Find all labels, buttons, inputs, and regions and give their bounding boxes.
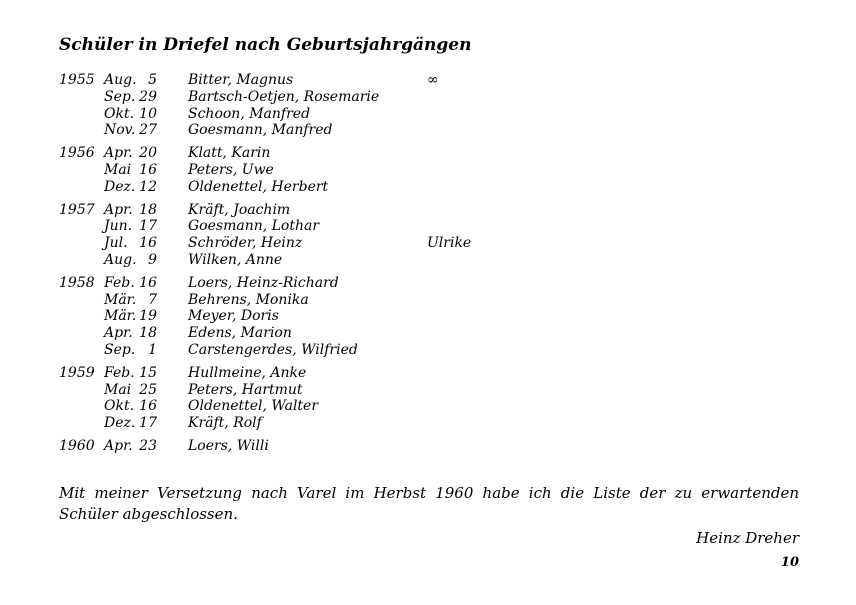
year-cell: 1956 [59, 145, 95, 162]
month-cell: Feb. [104, 274, 135, 291]
name-cell: Oldenettel, Herbert [188, 178, 329, 195]
student-row [59, 179, 799, 196]
year-group [59, 72, 799, 139]
name-cell: Schröder, Heinz [188, 235, 303, 252]
month-cell: Jul. [104, 235, 128, 252]
signature: Heinz Dreher [696, 529, 799, 547]
day-cell: 16 [139, 161, 157, 178]
day-cell: 10 [139, 105, 157, 122]
month-cell: Mär. [104, 308, 137, 325]
year-group [59, 145, 799, 195]
student-row [59, 122, 799, 139]
month-cell: Aug. [104, 251, 137, 268]
name-cell: Klatt, Karin [188, 145, 271, 162]
day-cell: 9 [148, 251, 157, 268]
year-cell: 1958 [59, 274, 95, 291]
month-cell: Apr. [104, 437, 133, 454]
year-group [59, 202, 799, 269]
student-row [59, 398, 799, 415]
student-row [59, 145, 799, 162]
student-row [59, 308, 799, 325]
name-cell: Behrens, Monika [188, 291, 309, 308]
day-cell: 5 [148, 72, 157, 88]
student-row [59, 235, 799, 252]
closing-paragraph: Mit meiner Versetzung nach Varel im Herbst 1960 habe ich die Liste der zu erwartenden Schüler abgeschlossen. [59, 484, 799, 523]
day-cell: 17 [139, 218, 157, 235]
month-cell: Sep. [104, 341, 136, 358]
year-group [59, 275, 799, 359]
name-cell: Bartsch-Oetjen, Rosemarie [188, 88, 380, 105]
month-cell: Dez. [104, 178, 136, 195]
day-cell: 25 [139, 381, 157, 398]
name-cell: Peters, Uwe [188, 161, 274, 178]
year-cell: 1960 [59, 437, 95, 454]
month-cell: Okt. [104, 105, 135, 122]
name-cell: Peters, Hartmut [188, 381, 303, 398]
day-cell: 18 [139, 201, 157, 218]
day-cell: 16 [139, 274, 157, 291]
page-title: Schüler in Driefel nach Geburtsjahrgängen [59, 35, 472, 55]
name-cell: Kräft, Joachim [188, 201, 291, 218]
name-cell: Carstengerdes, Wilfried [188, 341, 358, 358]
student-row [59, 365, 799, 382]
year-group [59, 438, 799, 455]
student-row [59, 202, 799, 219]
month-cell: Mär. [104, 291, 137, 308]
student-row [59, 218, 799, 235]
student-row [59, 325, 799, 342]
name-cell: Loers, Heinz-Richard [188, 274, 339, 291]
day-cell: 7 [148, 291, 157, 308]
month-cell: Mai [104, 161, 132, 178]
day-cell: 20 [139, 145, 157, 162]
month-cell: Feb. [104, 364, 135, 381]
name-cell: Hullmeine, Anke [188, 364, 307, 381]
student-row [59, 275, 799, 292]
month-cell: Okt. [104, 398, 135, 415]
day-cell: 23 [139, 437, 157, 454]
student-row [59, 382, 799, 399]
name-cell: Oldenettel, Walter [188, 398, 319, 415]
name-cell: Schoon, Manfred [188, 105, 311, 122]
day-cell: 17 [139, 415, 157, 432]
month-cell: Aug. [104, 72, 137, 88]
student-row [59, 342, 799, 359]
day-cell: 16 [139, 398, 157, 415]
student-row [59, 106, 799, 123]
day-cell: 16 [139, 235, 157, 252]
day-cell: 29 [139, 88, 157, 105]
student-row [59, 292, 799, 309]
year-cell: 1959 [59, 364, 95, 381]
year-group [59, 365, 799, 432]
month-cell: Jun. [104, 218, 133, 235]
day-cell: 15 [139, 364, 157, 381]
day-cell: 27 [139, 122, 157, 139]
year-cell: 1957 [59, 201, 95, 218]
day-cell: 19 [139, 308, 157, 325]
name-cell: Kräft, Rolf [188, 415, 262, 432]
year-cell: 1955 [59, 72, 95, 88]
name-cell: Bitter, Magnus [188, 72, 294, 88]
day-cell: 12 [139, 178, 157, 195]
student-list [59, 72, 799, 461]
name-cell: Meyer, Doris [188, 308, 279, 325]
name-cell: Wilken, Anne [188, 251, 283, 268]
month-cell: Apr. [104, 145, 133, 162]
student-row [59, 438, 799, 455]
month-cell: Dez. [104, 415, 136, 432]
page-number: 10 [780, 555, 799, 570]
note-cell: ∞ [427, 72, 439, 88]
name-cell: Goesmann, Manfred [188, 122, 333, 139]
month-cell: Mai [104, 381, 132, 398]
name-cell: Loers, Willi [188, 437, 269, 454]
name-cell: Edens, Marion [188, 325, 292, 342]
student-row [59, 162, 799, 179]
month-cell: Apr. [104, 201, 133, 218]
student-row [59, 252, 799, 269]
day-cell: 1 [148, 341, 157, 358]
month-cell: Nov. [104, 122, 136, 139]
student-row [59, 89, 799, 106]
student-row [59, 72, 799, 89]
day-cell: 18 [139, 325, 157, 342]
month-cell: Apr. [104, 325, 133, 342]
month-cell: Sep. [104, 88, 136, 105]
name-cell: Goesmann, Lothar [188, 218, 320, 235]
student-row [59, 415, 799, 432]
note-cell: Ulrike [427, 235, 472, 252]
